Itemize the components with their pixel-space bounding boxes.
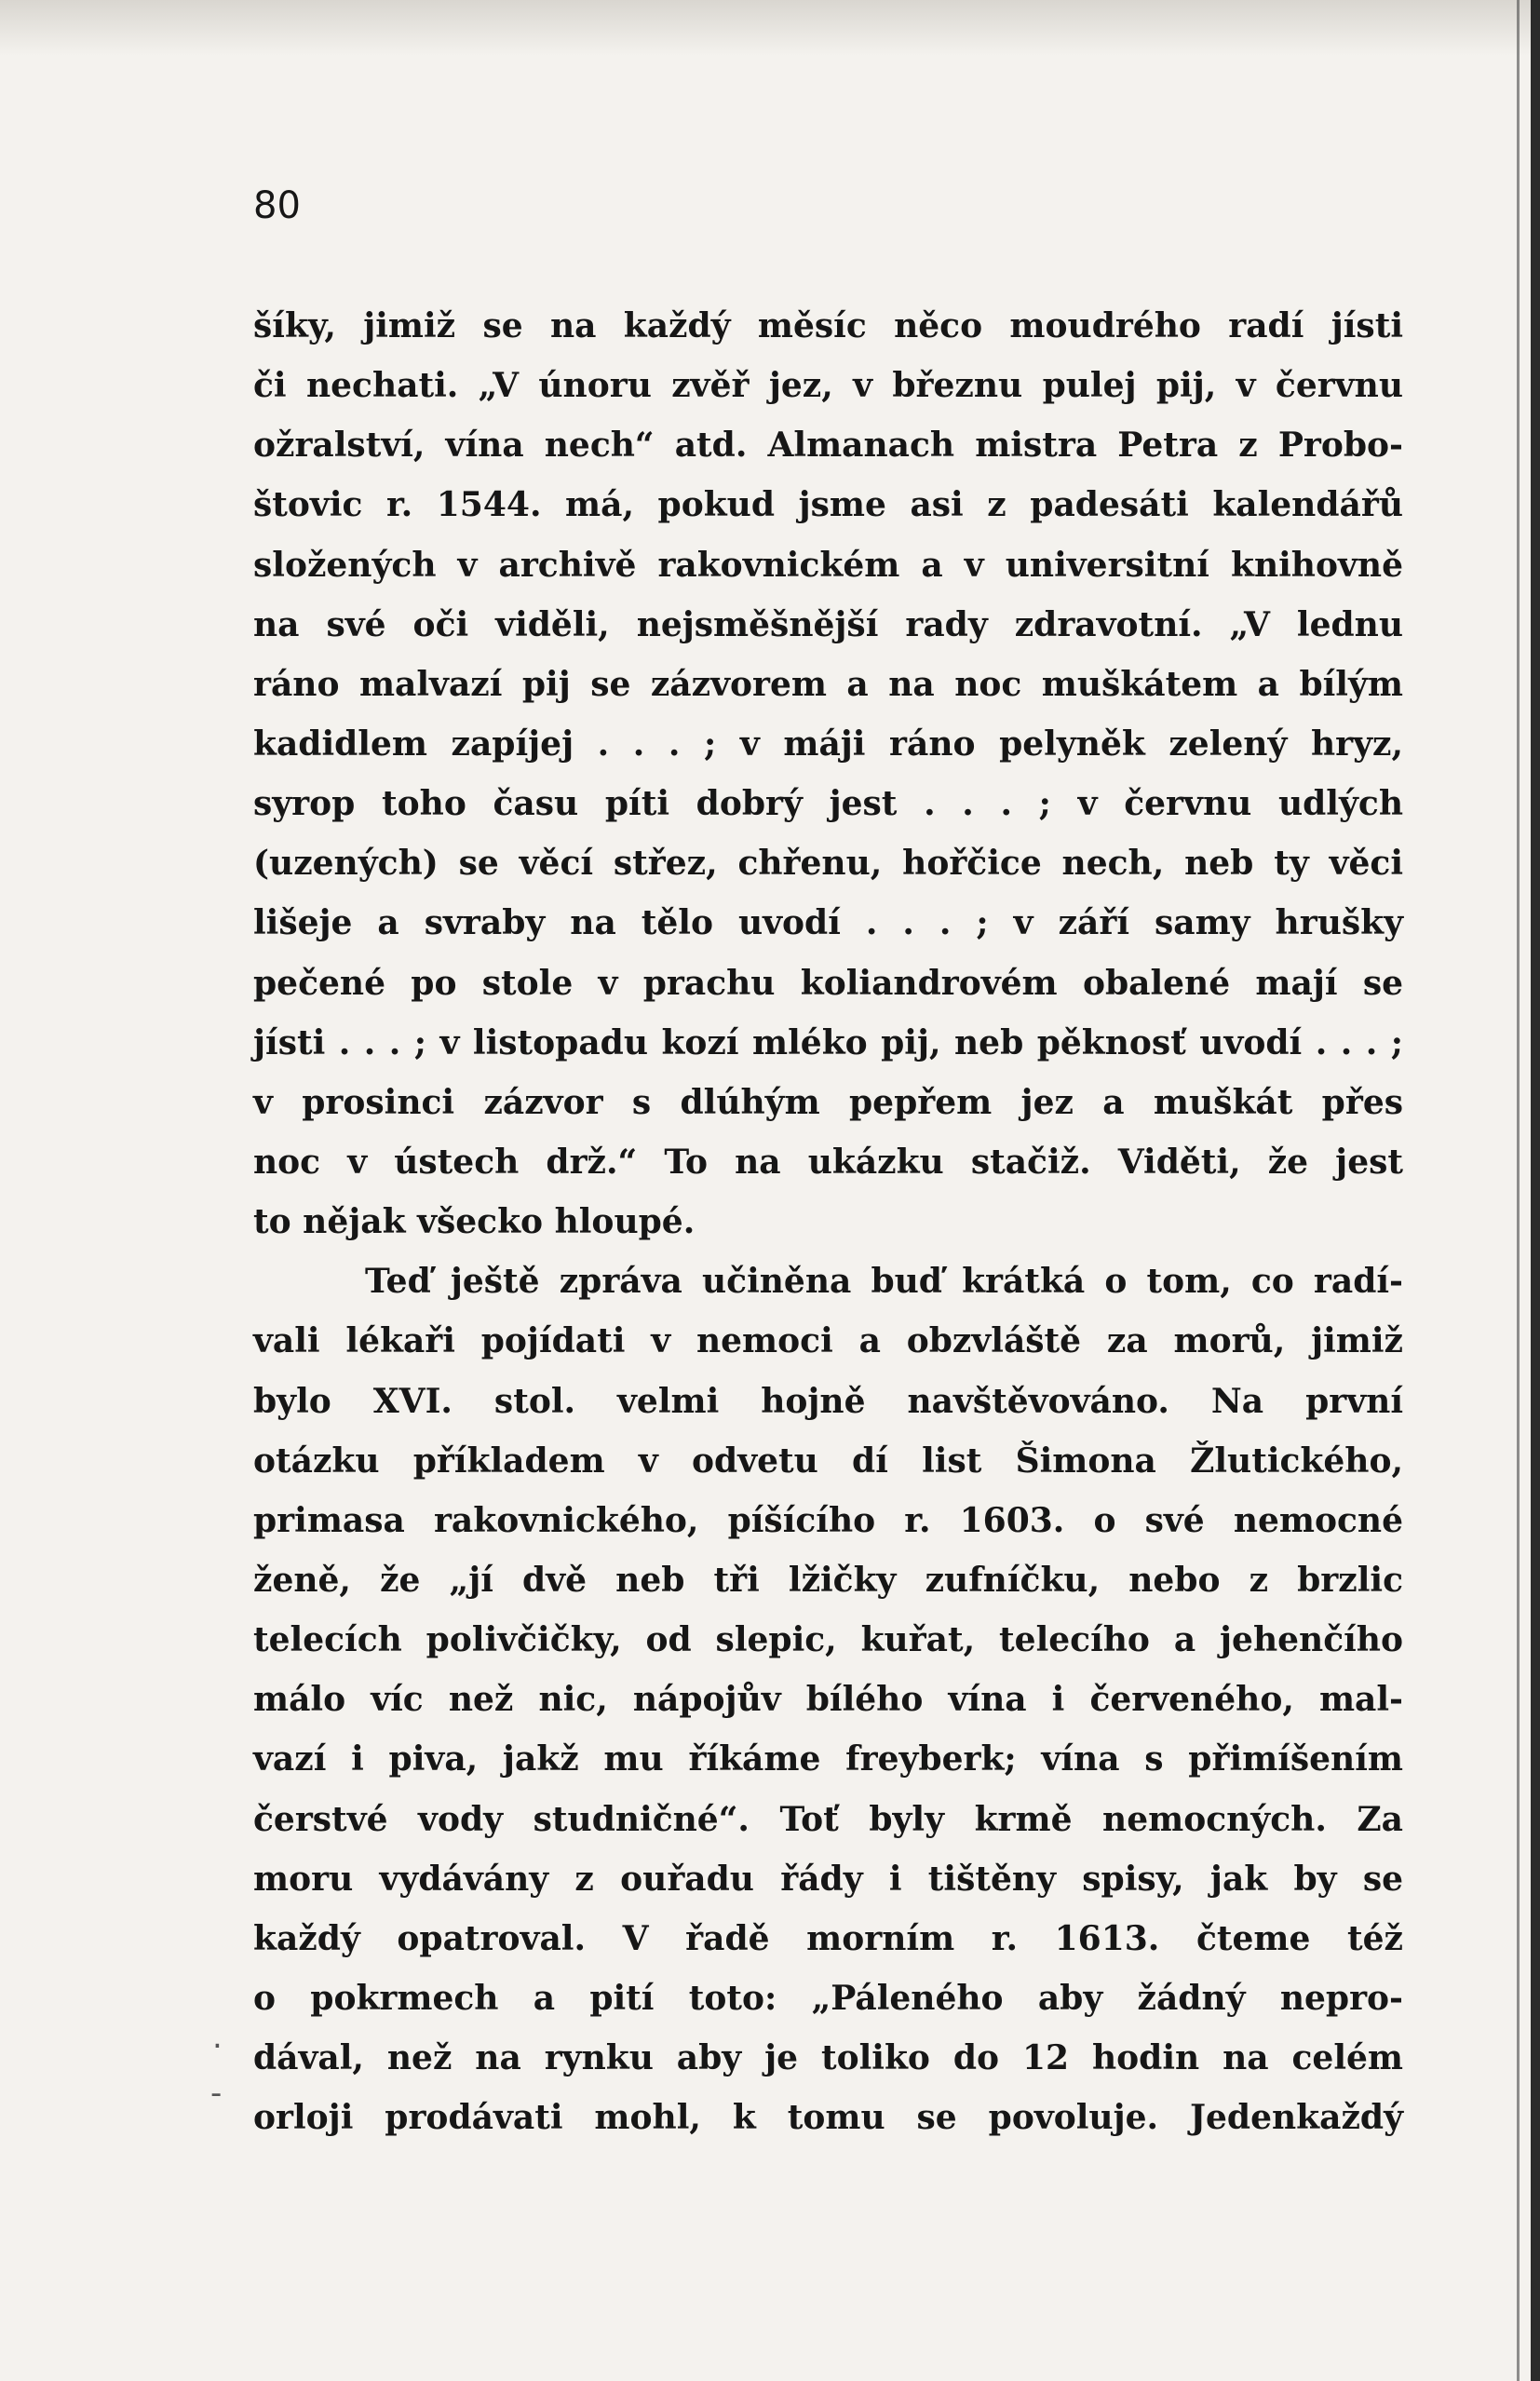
text-line: na své oči viděli, nejsměšnější rady zdravotní. „V lednu xyxy=(253,604,1403,644)
scan-shadow xyxy=(0,0,1540,56)
text-line: moru vydávány z ouřadu řády i tištěny spisy, jak by se xyxy=(253,1859,1403,1899)
text-line: otázku příkladem v odvetu dí list Šimona Žlutického, xyxy=(253,1441,1403,1481)
text-line: orloji prodávati mohl, k tomu se povoluje. Jedenkaždý xyxy=(253,2098,1403,2138)
text-line: složených v archivě rakovnickém a v universitní knihovně xyxy=(253,545,1403,585)
text-line: ženě, že „jí dvě neb tři lžičky zufníčku, nebo z brzlic xyxy=(253,1560,1403,1600)
text-line: (uzených) se věcí střez, chřenu, hořčice nech, neb ty věci xyxy=(253,844,1403,884)
text-line: málo víc než nic, nápojův bílého vína i červeného, mal- xyxy=(253,1680,1403,1720)
text-line: štovic r. 1544. má, pokud jsme asi z padesáti kalendářů xyxy=(253,485,1403,525)
text-line: ráno malvazí pij se zázvorem a na noc muškátem a bílým xyxy=(253,664,1403,704)
margin-dot: . xyxy=(212,2019,223,2056)
text-line: vali lékaři pojídati v nemoci a obzvláště za morů, jimiž xyxy=(253,1321,1403,1361)
text-line: Teď ještě zpráva učiněna buď krátká o tom, co radí- xyxy=(365,1262,1403,1302)
text-line: jísti . . . ; v listopadu kozí mléko pij, neb pěknosť uvodí . . . ; xyxy=(253,1022,1403,1062)
text-line: bylo XVI. stol. velmi hojně navštěvováno. Na první xyxy=(253,1381,1403,1421)
text-line: noc v ústech drž.“ To na ukázku stačiž. Viděti, že jest xyxy=(253,1142,1403,1182)
text-line: lišeje a svraby na tělo uvodí . . . ; v září samy hrušky xyxy=(253,903,1403,943)
text-line: v prosinci zázvor s dlúhým pepřem jez a muškát přes xyxy=(253,1082,1403,1122)
page-number: 80 xyxy=(253,184,301,227)
text-line: kadidlem zapíjej . . . ; v máji ráno pelyněk zelený hryz, xyxy=(253,724,1403,764)
text-line: o pokrmech a pití toto: „Páleného aby žádný nepro- xyxy=(253,1978,1403,2018)
text-line: to nějak všecko hloupé. xyxy=(253,1202,696,1242)
text-line: každý opatroval. V řadě morním r. 1613. čteme též xyxy=(253,1918,1403,1958)
text-line: pečené po stole v prachu koliandrovém obalené mají se xyxy=(253,963,1403,1003)
text-line: telecích polivčičky, od slepic, kuřat, telecího a jehenčího xyxy=(253,1620,1403,1660)
body-text xyxy=(253,296,1403,2147)
scan-edge xyxy=(1531,0,1540,2381)
text-line: ožralství, vína nech“ atd. Almanach mistra Petra z Probo- xyxy=(253,426,1403,466)
text-line: vazí i piva, jakž mu říkáme freyberk; vína s přimíšením xyxy=(253,1739,1403,1779)
text-line: šíky, jimiž se na každý měsíc něco moudrého radí jísti xyxy=(253,306,1403,345)
scan-edge-inner xyxy=(1517,0,1520,2381)
text-line: syrop toho času píti dobrý jest . . . ; v červnu udlých xyxy=(253,784,1403,824)
text-line: čerstvé vody studničné“. Toť byly krmě nemocných. Za xyxy=(253,1799,1403,1839)
text-line: dával, než na rynku aby je toliko do 12 hodin na celém xyxy=(253,2038,1403,2078)
text-line: primasa rakovnického, píšícího r. 1603. o své nemocné xyxy=(253,1500,1403,1540)
margin-dash: - xyxy=(210,2075,223,2112)
text-line: či nechati. „V únoru zvěř jez, v březnu pulej pij, v červnu xyxy=(253,366,1403,406)
